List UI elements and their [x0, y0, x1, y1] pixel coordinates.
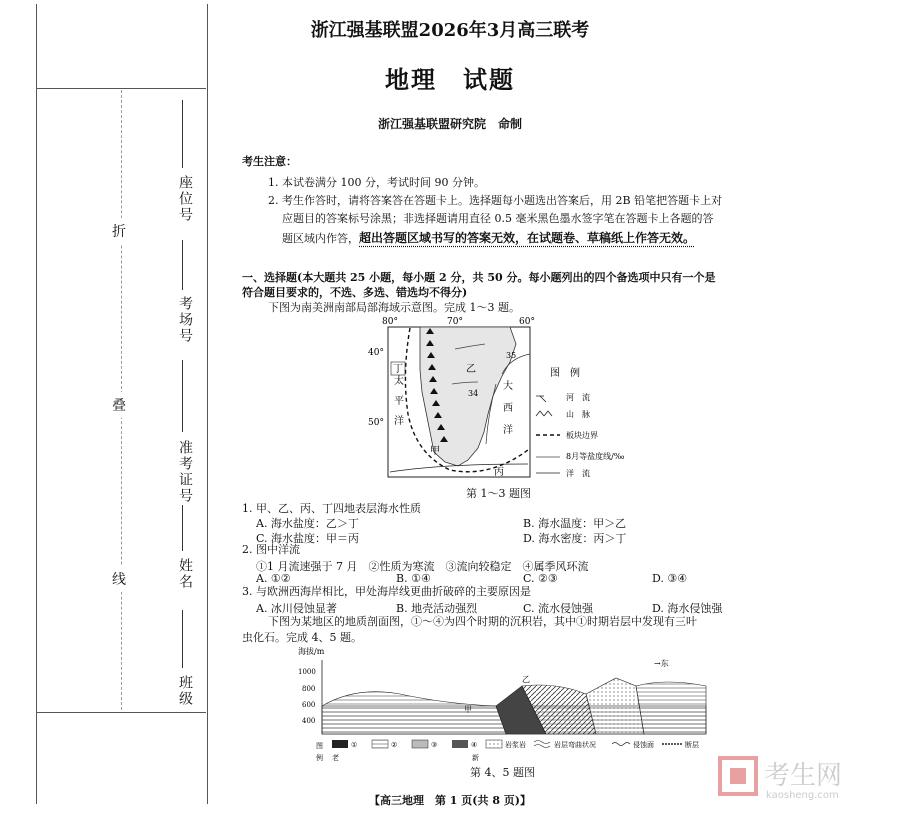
profile-y-1000: 1000: [298, 668, 316, 676]
subject-title: 地理 试题: [385, 65, 515, 94]
class-line: [182, 610, 183, 668]
legend-magma: 岩浆岩: [505, 741, 526, 749]
q3-stem: 3. 与欧洲西海岸相比，甲处海岸线更曲折破碎的主要原因是: [242, 585, 531, 598]
lat-label-50: 50°: [368, 418, 384, 428]
notice-item-1: 1. 本试卷满分 100 分，考试时间 90 分钟。: [268, 176, 485, 189]
profile-label-jia: 甲: [464, 705, 472, 714]
watermark-url: kaosheng.com: [766, 790, 839, 801]
q2-option-b[interactable]: B. ①④: [396, 572, 431, 585]
watermark-logo: [718, 752, 888, 802]
legend-layer-1: ①: [351, 741, 358, 749]
south-america-map: [360, 314, 650, 486]
legend-erosion-icon: [612, 743, 630, 746]
map-caption: 第 1～3 题图: [466, 487, 531, 500]
atlantic-3: 洋: [503, 425, 513, 436]
exam-id-label: 准考证号: [177, 440, 193, 504]
legend-fold: 岩层弯曲状况: [554, 741, 596, 749]
map-legend-title: 图 例: [550, 368, 580, 379]
geological-profile: [296, 646, 716, 764]
q1-stem: 1. 甲、乙、丙、丁四地表层海水性质: [242, 502, 421, 515]
watermark-brand: 考生网: [764, 761, 843, 791]
section2-intro-b: 虫化石。完成 4、5 题。: [242, 631, 362, 644]
legend-swatch-1: [332, 740, 348, 748]
name-line: [182, 505, 183, 551]
legend-mountain-icon: [536, 411, 552, 416]
legend-erosion: 侵蚀面: [633, 741, 654, 749]
legend-fault: 断层: [685, 741, 699, 749]
legend-fold-icon: [534, 741, 550, 748]
q1-option-c[interactable]: C. 海水盐度：甲＝丙: [256, 532, 360, 545]
margin-divider-bottom: [36, 712, 206, 713]
profile-caption: 第 4、5 题图: [470, 766, 535, 779]
place-ding: 丁: [393, 364, 403, 375]
q2-stem: 2. 图中洋流: [242, 543, 300, 556]
q3-option-a[interactable]: A. 冰川侵蚀显著: [256, 602, 337, 615]
fold-char-1: 折: [112, 218, 126, 244]
legend-river: 河 流: [566, 393, 590, 402]
exam-title: 浙江强基联盟2026年3月高三联考: [310, 20, 590, 41]
q1-option-b[interactable]: B. 海水温度：甲＞乙: [523, 517, 627, 530]
exam-room-line: [182, 240, 183, 290]
q1-option-a[interactable]: A. 海水盐度：乙＞丁: [256, 517, 359, 530]
legend-swatch-4: [452, 740, 468, 748]
legend-river-icon: [536, 396, 546, 402]
place-bing: 丙: [494, 467, 504, 478]
exam-room-label: 考场号: [177, 296, 193, 344]
profile-legend-new: 新: [472, 754, 479, 762]
seat-number-line: [182, 100, 183, 168]
q2-option-d[interactable]: D. ③④: [652, 572, 688, 585]
legend-swatch-3: [412, 740, 428, 748]
q1-option-d[interactable]: D. 海水密度：丙＞丁: [523, 532, 627, 545]
profile-y-600: 600: [302, 701, 316, 709]
q3-option-d[interactable]: D. 海水侵蚀强: [652, 602, 723, 615]
layer-left: [322, 692, 506, 734]
profile-legend-old: 老: [332, 754, 339, 762]
profile-y-title: 海拔/m: [298, 647, 325, 656]
lon-label-70: 70°: [447, 317, 463, 327]
notice-item-2c: 题区域内作答，超出答题区域书写的答案无效，在试题卷、草稿纸上作答无效。: [282, 231, 696, 245]
profile-legend-head2: 例: [316, 754, 323, 762]
notice-title: 考生注意：: [242, 155, 297, 168]
profile-y-400: 400: [302, 717, 316, 725]
legend-isoline: 8月等盐度线/‰: [566, 452, 625, 461]
pacific-1: 太: [394, 376, 404, 387]
q2-option-c[interactable]: C. ②③: [523, 572, 558, 585]
name-label: 姓名: [177, 558, 193, 590]
pacific-2: 平: [394, 396, 404, 407]
exam-id-line: [182, 360, 183, 432]
legend-layer-3: ③: [431, 741, 438, 749]
legend-swatch-2: [372, 740, 388, 748]
place-yi: 乙: [466, 364, 476, 375]
legend-current: 洋 流: [566, 469, 590, 478]
legend-mountain: 山 脉: [566, 410, 590, 419]
layer-right: [636, 682, 706, 734]
isoline-label-34: 34: [468, 389, 479, 398]
seat-number-label: 座位号: [177, 175, 193, 223]
notice-item-2b: 应题目的答案标号涂黑；非选择题请用直径 0.5 毫米黑色墨水签字笔在答题卡上各题的答: [282, 212, 714, 225]
notice-item-2a: 2. 考生作答时，请将答案答在答题卡上。选择题每小题选出答案后，用 2B 铅笔把答题卡上对: [268, 194, 723, 207]
section1-title-b: 符合题目要求的，不选、多选、错选均不得分): [242, 286, 468, 299]
atlantic-1: 大: [503, 381, 513, 392]
lat-label-40: 40°: [368, 348, 384, 358]
notice-bold-warning: 超出答题区域书写的答案无效，在试题卷、草稿纸上作答无效。: [359, 231, 696, 245]
profile-east: →东: [654, 659, 669, 668]
profile-legend-head: 图: [316, 742, 323, 750]
q3-option-c[interactable]: C. 流水侵蚀强: [523, 602, 594, 615]
section1-intro: 下图为南美洲南部局部海域示意图。完成 1～3 题。: [268, 301, 520, 314]
profile-y-800: 800: [302, 685, 316, 693]
fold-char-3: 线: [112, 566, 126, 592]
section1-title-a: 一、选择题(本大题共 25 小题，每小题 2 分，共 50 分。每小题列出的四个备选项中只有一个是: [242, 271, 716, 284]
isoline-label-35: 35: [506, 351, 517, 360]
watermark: [718, 752, 888, 806]
q2-option-a[interactable]: A. ①②: [256, 572, 291, 585]
place-jia: 甲: [430, 446, 440, 457]
legend-layer-2: ②: [391, 741, 398, 749]
lon-label-80: 80°: [382, 317, 398, 327]
legend-plate: 板块边界: [566, 431, 598, 440]
issuer: 浙江强基联盟研究院 命制: [377, 117, 522, 131]
section2-intro-a: 下图为某地区的地质剖面图，①～④为四个时期的沉积岩，其中①时期岩层中发现有三叶: [268, 615, 697, 628]
q2-sub: ①1 月流速强于 7 月 ②性质为寒流 ③流向较稳定 ④属季风环流: [256, 560, 589, 573]
q3-option-b[interactable]: B. 地壳活动强烈: [396, 602, 478, 615]
atlantic-2: 西: [503, 403, 513, 414]
page-footer: 【高三地理 第 1 页(共 8 页)】: [368, 794, 532, 807]
legend-layer-4: ④: [471, 741, 478, 749]
legend-swatch-magma: [486, 740, 502, 748]
lon-label-60: 60°: [519, 317, 535, 327]
profile-label-yi: 乙: [522, 675, 530, 684]
fold-char-2: 叠: [112, 392, 126, 418]
class-label: 班级: [177, 675, 193, 707]
magmatic-rock: [586, 678, 644, 734]
pacific-3: 洋: [394, 416, 404, 427]
